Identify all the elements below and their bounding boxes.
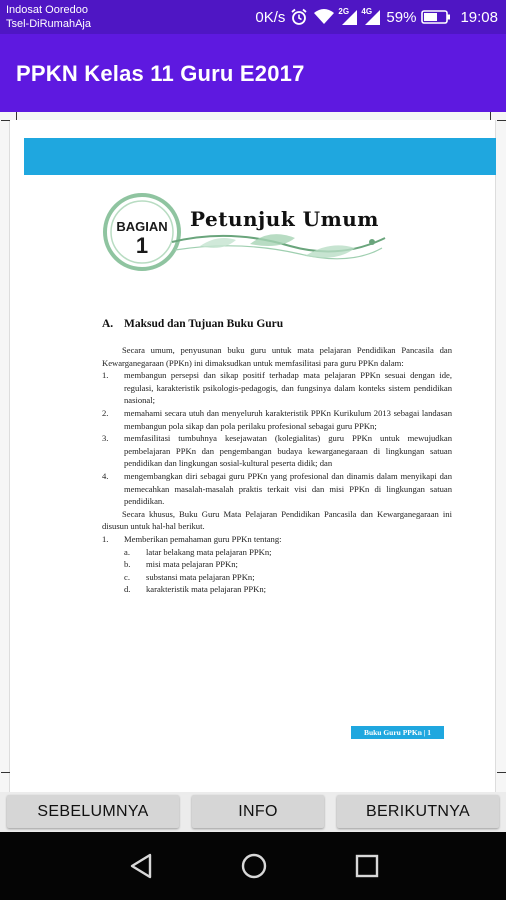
info-button[interactable]: INFO bbox=[192, 795, 324, 828]
list-item: c. substansi mata pelajaran PPKn; bbox=[124, 571, 255, 582]
sim2-signal bbox=[363, 9, 381, 25]
page-footer-tag: Buku Guru PPKn | 1 bbox=[351, 726, 444, 739]
list-item: d. karakteristik mata pelajaran PPKn; bbox=[124, 584, 267, 595]
alarm-icon bbox=[290, 8, 308, 26]
carrier-info bbox=[6, 3, 91, 31]
status-bar bbox=[0, 0, 506, 34]
list-item: 1. Memberikan pemahaman guru PPKn tentang: bbox=[102, 533, 282, 544]
crop-mark bbox=[16, 112, 17, 120]
sim1-signal bbox=[340, 9, 358, 25]
previous-button[interactable]: SEBELUMNYA bbox=[7, 795, 179, 828]
list-item: 4. mengembangkan diri sebagai guru PPKn yang profesional dan dinamis dalam menyikapi dan memecahkan masalah-masalah praktis terkait visi dan misi PPKn di lingkungan satuan pendidikan. bbox=[102, 470, 452, 507]
chapter-title: Petunjuk Umum bbox=[190, 207, 379, 231]
recents-icon[interactable] bbox=[354, 852, 380, 880]
clock: 19:08 bbox=[460, 8, 498, 26]
list-item: b. misi mata pelajaran PPKn; bbox=[124, 559, 238, 570]
battery-icon bbox=[421, 9, 451, 25]
intro-paragraph: Secara umum, penyusunan buku guru untuk mata pelajaran Pendidikan Pancasila dan Kewarganegaraan (PPKn) ini dimaksudkan untuk memfasilitasi para guru PPKn dalam: bbox=[102, 345, 452, 368]
crop-mark bbox=[490, 112, 491, 120]
chapter-label: BAGIAN bbox=[116, 219, 168, 234]
page-header-band bbox=[24, 138, 496, 175]
page-viewer[interactable] bbox=[0, 112, 506, 792]
list-item: 3. memfasilitasi tumbuhnya kesejawatan (kolegialitas) guru PPKn untuk mewujudkan pembelajaran PPKn dan pengembangan budaya kewarganegaraan di lingkungan satuan pendidikan dan lingkungan sosial-kultural peserta didik; dan bbox=[102, 433, 452, 469]
section-title: Maksud dan Tujuan Buku Guru bbox=[124, 318, 284, 330]
back-icon[interactable] bbox=[128, 852, 154, 880]
crop-mark bbox=[497, 120, 506, 121]
chapter-number: 1 bbox=[135, 233, 149, 258]
list-item: a. latar belakang mata pelajaran PPKn; bbox=[124, 546, 272, 557]
sim2-label: 4G bbox=[361, 7, 373, 16]
battery-percent: 59% bbox=[386, 8, 417, 26]
goals-list bbox=[102, 369, 452, 508]
navigation-buttons bbox=[0, 792, 506, 832]
home-icon[interactable] bbox=[240, 852, 268, 880]
special-paragraph: Secara khusus, Buku Guru Mata Pelajaran Pendidikan Pancasila dan Kewarganegaraan ini disusun untuk hal-hal berikut. bbox=[102, 508, 452, 532]
sub-list bbox=[102, 546, 452, 596]
system-nav-bar bbox=[0, 832, 506, 900]
section-letter: A. bbox=[102, 318, 114, 330]
carrier-line-2: Tsel-DiRumahAja bbox=[6, 18, 91, 30]
page-body bbox=[102, 344, 452, 596]
app-title: PPKN Kelas 11 Guru E2017 bbox=[16, 61, 305, 86]
crop-mark bbox=[1, 772, 10, 773]
next-button[interactable]: BERIKUTNYA bbox=[337, 795, 499, 828]
book-page bbox=[9, 120, 496, 792]
list-item: 1. membangun persepsi dan sikap positif terhadap mata pelajaran PPKn sesuai dengan ide, regulasi, karakteristik psikologis-pedagogis, dan fungsinya dalam konteks sistem pendidikan nasional; bbox=[102, 370, 452, 406]
wifi-icon bbox=[313, 8, 335, 26]
section-heading bbox=[102, 318, 283, 330]
carrier-line-1: Indosat Ooredoo bbox=[6, 4, 88, 16]
crop-mark bbox=[1, 120, 10, 121]
list-item: 2. memahami secara utuh dan menyeluruh karakteristik PPKn Kurikulum 2013 sebagai landasan membangun pola sikap dan pola perilaku profesional sebagai guru PPKn; bbox=[102, 407, 452, 431]
crop-mark bbox=[497, 772, 506, 773]
app-bar bbox=[0, 34, 506, 112]
network-speed: 0K/s bbox=[255, 8, 286, 26]
sim1-label: 2G bbox=[338, 7, 350, 16]
